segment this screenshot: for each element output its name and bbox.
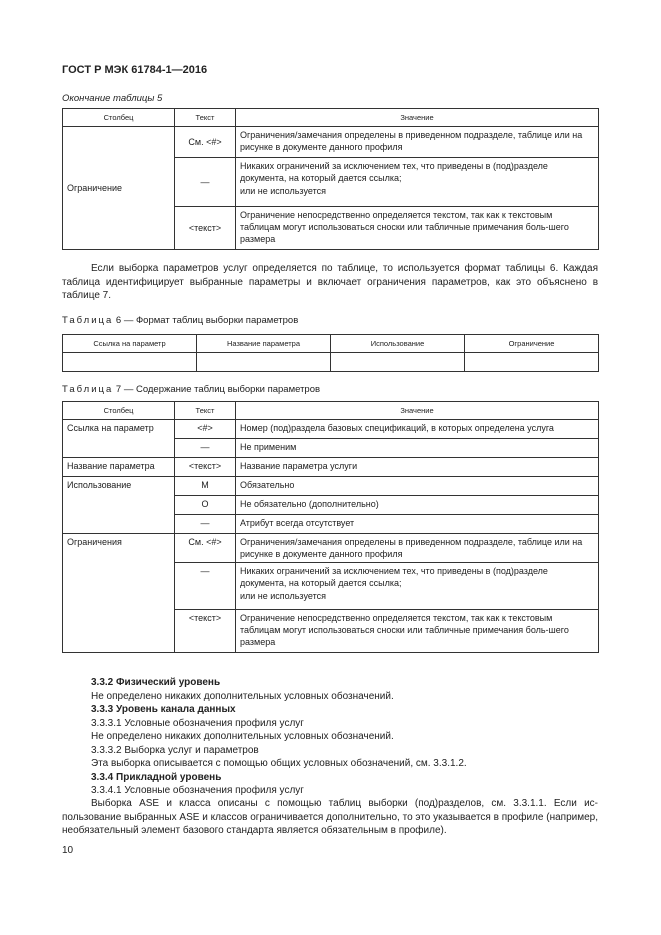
- section-3-3-4-title: 3.3.4 Прикладной уровень: [91, 772, 222, 783]
- table-cell: Название параметра услуги: [236, 458, 599, 477]
- table6-header-param-name: Название параметра: [197, 335, 331, 353]
- table-cell-note: или не используется: [240, 186, 326, 196]
- table5: [62, 108, 599, 250]
- table-cell: Не применим: [236, 439, 599, 458]
- section-3-3-3-1-text: Не определено никаких дополнительных условных обозначений.: [91, 731, 394, 742]
- table-cell: <текст>: [175, 458, 236, 477]
- table-cell: <текст>: [175, 207, 236, 250]
- table5-header-value: Значение: [236, 109, 599, 127]
- table-cell: См. <#>: [175, 127, 236, 158]
- table-cell: [236, 158, 599, 207]
- table7-header-value: Значение: [236, 402, 599, 420]
- table5-header-column: Столбец: [63, 109, 175, 127]
- section-3-3-3-1-title: 3.3.3.1 Условные обозначения профиля услуг: [91, 718, 304, 729]
- table-cell: Не обязательно (дополнительно): [236, 496, 599, 515]
- section-3-3-3-title: 3.3.3 Уровень канала данных: [91, 704, 236, 715]
- table-cell: [63, 353, 197, 372]
- section-3-3-4-1-title: 3.3.4.1 Условные обозначения профиля услуг: [91, 785, 304, 796]
- table-cell: Обязательно: [236, 477, 599, 496]
- table-cell: —: [175, 158, 236, 207]
- table-cell: Номер (под)раздела базовых спецификаций, в которых определена услуга: [236, 420, 599, 439]
- table-cell: См. <#>: [175, 534, 236, 563]
- table6-header-usage: Использование: [331, 335, 465, 353]
- table6: [62, 334, 599, 372]
- table-row: [63, 477, 599, 496]
- table7-header-column: Столбец: [63, 402, 175, 420]
- body-paragraph: Если выборка параметров услуг определяется по таблице, то используется формат таблицы 6. Каждая таблица идентифицирует выбранные параметры и включает ограничения параметров, как это объяснено в таблице 7.: [62, 263, 598, 301]
- table7-group-label: Название параметра: [63, 458, 175, 477]
- table-cell: O: [175, 496, 236, 515]
- table6-caption-text: 6 — Формат таблиц выборки параметров: [115, 315, 299, 326]
- table-cell: —: [175, 515, 236, 534]
- table-cell-note: или не используется: [240, 591, 326, 601]
- table-row: [63, 534, 599, 563]
- table7-group-label: Ссылка на параметр: [63, 420, 175, 458]
- table7-header-row: [63, 402, 599, 420]
- table6-header-row: [63, 335, 599, 353]
- table5-header-text: Текст: [175, 109, 236, 127]
- table-cell-text: Никаких ограничений за исключением тех, что приведены в (под)разделе документа, на который дается ссылка;: [240, 161, 548, 183]
- table-cell: [465, 353, 599, 372]
- table6-header-restriction: Ограничение: [465, 335, 599, 353]
- table-cell: —: [175, 563, 236, 610]
- section-3-3-3-2-text: Эта выборка описывается с помощью общих условных обозначений, см. 3.3.1.2.: [91, 758, 467, 769]
- section-3-3-2-text: Не определено никаких дополнительных условных обозначений.: [91, 691, 394, 702]
- table-cell: <текст>: [175, 610, 236, 653]
- table7-caption-prefix: Таблица: [62, 384, 114, 395]
- table-cell: M: [175, 477, 236, 496]
- table6-header-param-ref: Ссылка на параметр: [63, 335, 197, 353]
- table-cell: Ограничения/замечания определены в приведенном подразделе, таблице или на рисунке в документе данного профиля: [236, 534, 599, 563]
- table7-caption-text: 7 — Содержание таблиц выборки параметров: [115, 384, 321, 395]
- table-cell: Ограничение непосредственно определяется текстом, так как к текстовым таблицам могут использоваться сноски или табличные примечания боль-шего размера: [236, 207, 599, 250]
- page-number: 10: [62, 845, 74, 856]
- table-cell-text: Никаких ограничений за исключением тех, что приведены в (под)разделе документа, на который дается ссылка;: [240, 566, 548, 588]
- table7-caption: [62, 384, 320, 395]
- table7: [62, 401, 599, 653]
- table-row: [63, 458, 599, 477]
- table-cell: Атрибут всегда отсутствует: [236, 515, 599, 534]
- table5-caption: Окончание таблицы 5: [62, 93, 163, 104]
- table-row: [63, 127, 599, 158]
- table7-header-text: Текст: [175, 402, 236, 420]
- table-cell: [331, 353, 465, 372]
- table5-header-row: [63, 109, 599, 127]
- table-cell: —: [175, 439, 236, 458]
- section-3-3-4-1-text: Выборка ASE и класса описаны с помощью таблиц выборки (под)разделов, см. 3.3.1.1. Если ис-пользование выбранных ASE и классов ограничивается дополнительно, то это указывается в профиле (например, необязательный элемент базового стандарта является обязательным в профиле).: [62, 798, 598, 836]
- table-row: [63, 353, 599, 372]
- table-cell: [236, 563, 599, 610]
- table-row: [63, 420, 599, 439]
- table7-group-label: Использование: [63, 477, 175, 534]
- table6-caption: [62, 315, 298, 326]
- table-cell: [197, 353, 331, 372]
- section-3-3-2-title: 3.3.2 Физический уровень: [91, 677, 221, 688]
- table7-group-label: Ограничения: [63, 534, 175, 653]
- table-cell: Ограничение непосредственно определяется текстом, так как к текстовым таблицам могут использоваться сноски или табличные примечания боль-шего размера: [236, 610, 599, 653]
- table6-caption-prefix: Таблица: [62, 315, 114, 326]
- table5-column-label: Ограничение: [63, 127, 175, 250]
- table-cell: <#>: [175, 420, 236, 439]
- table-cell: Ограничения/замечания определены в приведенном подразделе, таблице или на рисунке в документе данного профиля: [236, 127, 599, 158]
- section-3-3-3-2-title: 3.3.3.2 Выборка услуг и параметров: [91, 745, 259, 756]
- document-header: ГОСТ Р МЭК 61784-1—2016: [62, 64, 208, 76]
